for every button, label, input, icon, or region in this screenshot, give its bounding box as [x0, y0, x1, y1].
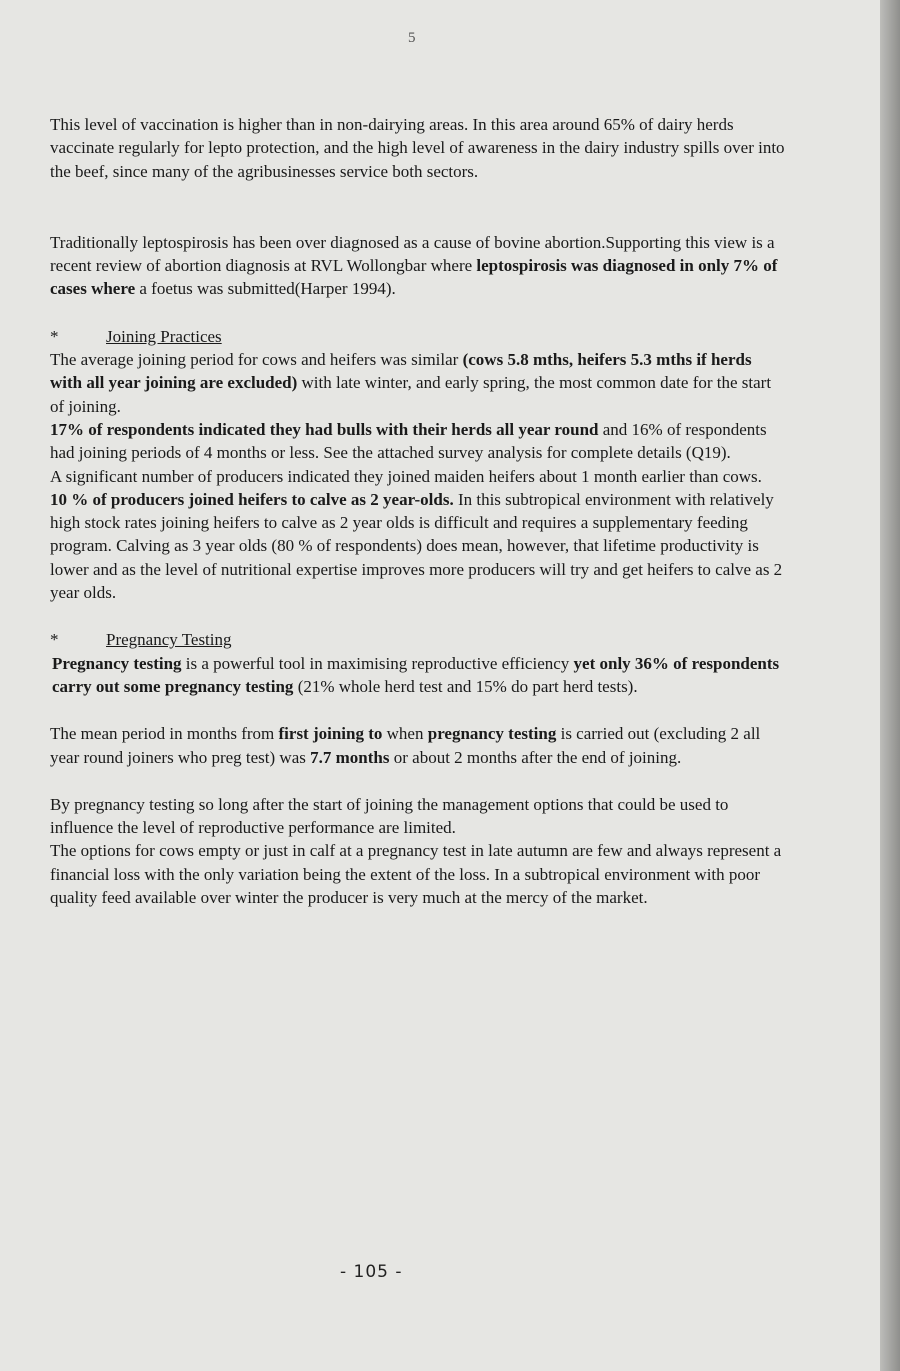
page-edge-shadow [880, 0, 900, 1371]
heading-text: Pregnancy Testing [106, 630, 232, 650]
paragraph-text: This level of vaccination is higher than in non-dairying areas. In this area around 65% of dairy herds vaccinate regularly for lepto protection, and the high level of awareness in the dairy industry spills over into the beef, since many of the agribusinesses service both sectors. [50, 115, 785, 181]
section-heading-pregnancy [50, 628, 785, 651]
paragraph-text: The average joining period for cows and heifers was similar [50, 350, 463, 370]
spacer [50, 183, 785, 231]
body-text [50, 113, 785, 909]
paragraph-text: The options for cows empty or just in calf at a pregnancy test in late autumn are few and always represent a financial loss with the only variation being the extent of the loss. In a subtropical environment with poor quality feed available over winter the producer is very much at the mercy of the market. [50, 841, 782, 908]
spacer [50, 301, 785, 325]
paragraph-text: and 16% of respondents had joining periods of 4 months or less. See the attached survey analysis for complete details (Q19). [50, 419, 767, 463]
paragraph-text: or about 2 months after the end of joining. [389, 747, 682, 767]
paragraph-text: By pregnancy testing so long after the start of joining the management options that could be used to influence the level of reproductive performance are limited. [50, 794, 729, 838]
paragraph-mean-period [50, 722, 785, 769]
paragraph-text: (21% whole herd test and 15% do part herd tests). [293, 676, 638, 696]
paragraph-text: a foetus was submitted(Harper 1994). [135, 279, 396, 299]
bold-text: 17% of respondents indicated they had bulls with their herds all year round [50, 419, 599, 439]
bold-text: (cows 5.8 mths, heifers 5.3 mths if herds with all year joining are excluded) [50, 350, 752, 393]
paragraph-text: Traditionally leptospirosis has been over diagnosed as a cause of bovine abortion.Supporting this view is a recent review of abortion diagnosis at RVL Wollongbar where [50, 232, 775, 276]
paragraph-text: In this subtropical environment with relatively high stock rates joining heifers to calve as 2 year olds is difficult and requires a supplementary feeding program. Calving as 3 year olds (80 % of respondents) does mean, however, that lifetime productivity is lower and as the level of nutritional expertise improves more producers will try and get heifers to calve as 2 year olds. [50, 489, 783, 603]
heading-text: Joining Practices [106, 326, 222, 346]
bold-text: 10 % of producers joined heifers to calve as 2 year-olds. [50, 489, 454, 509]
paragraph-text: The mean period in months from [50, 724, 279, 744]
bold-text: first joining to [278, 724, 383, 744]
bold-text: Pregnancy testing [52, 653, 182, 673]
paragraph-text: is a powerful tool in maximising reproductive efficiency [181, 653, 574, 673]
paragraph-vaccination [50, 113, 785, 183]
paragraph-bulls-all-year [50, 418, 785, 465]
section-heading-joining [50, 325, 785, 348]
paragraph-pregnancy-testing [52, 652, 785, 699]
paragraph-financial-loss [50, 839, 785, 909]
bold-text: leptospirosis was diagnosed in only 7% of cases where [50, 256, 778, 299]
bold-text: 7.7 months [310, 747, 390, 767]
bullet-star: * [50, 630, 59, 650]
paragraph-text: A significant number of producers indicated they joined maiden heifers about 1 month earlier than cows. [50, 466, 762, 486]
paragraph-maiden-heifers [50, 465, 785, 488]
paragraph-joining-period [50, 348, 785, 418]
paragraph-text: is carried out (excluding 2 all year round joiners who preg test) was [50, 724, 761, 767]
spacer [50, 604, 785, 628]
paragraph-leptospirosis [50, 231, 785, 301]
paragraph-text: when [382, 724, 428, 744]
paragraph-two-year-olds [50, 488, 785, 604]
bold-text: pregnancy testing [427, 724, 557, 744]
spacer [50, 698, 785, 722]
paragraph-management-options [50, 793, 785, 840]
page-top-number: 5 [408, 30, 416, 46]
bold-text: yet only 36% of respondents carry out some pregnancy testing [52, 653, 780, 696]
page-footer-number: - 105 - [340, 1262, 403, 1282]
spacer [50, 769, 785, 793]
bullet-star: * [50, 326, 59, 346]
paragraph-text: with late winter, and early spring, the most common date for the start of joining. [50, 373, 772, 416]
